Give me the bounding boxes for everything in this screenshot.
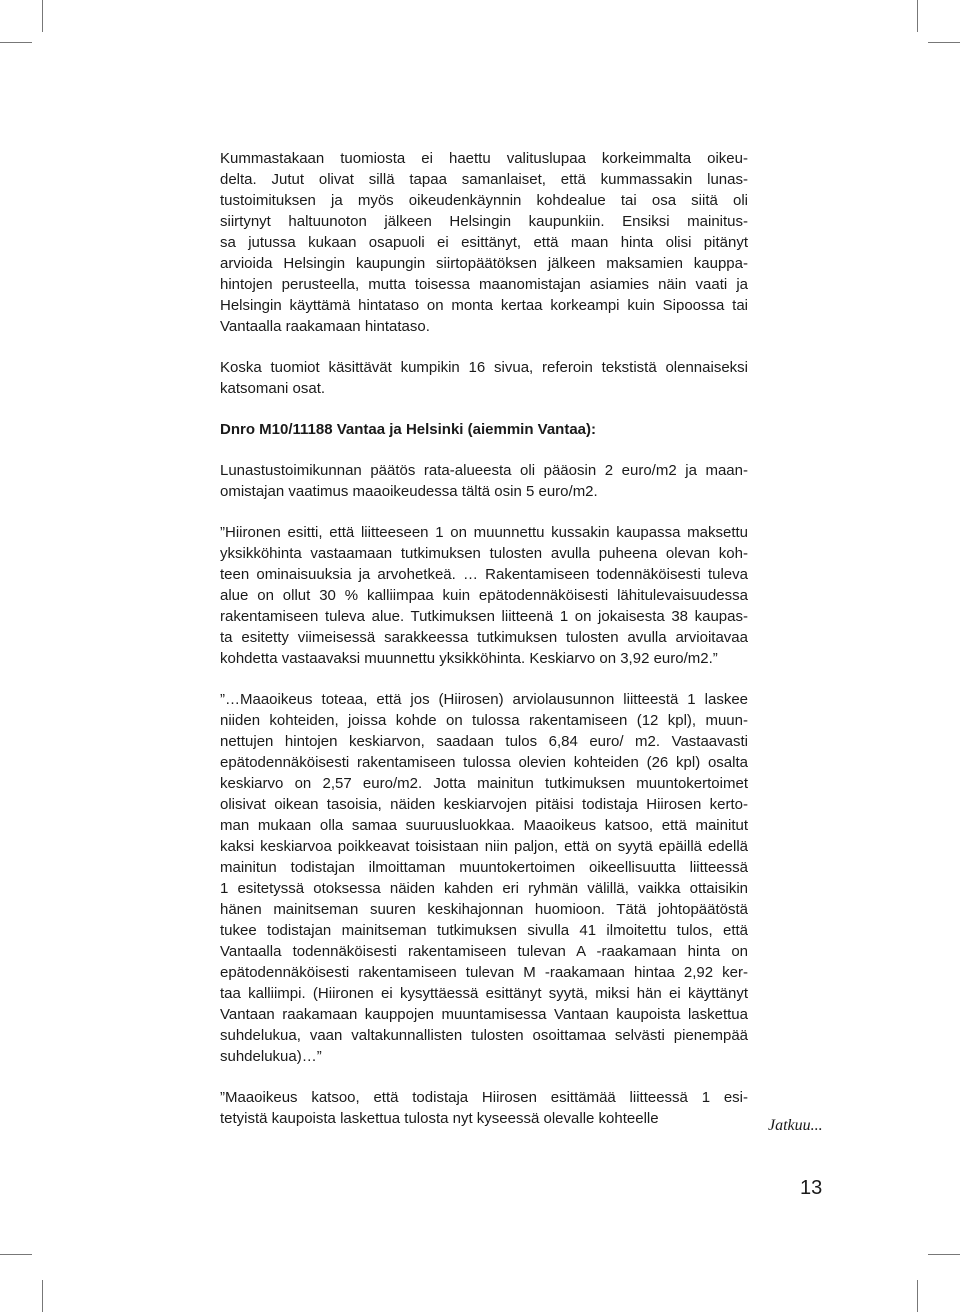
text-line: ”Maaoikeus katsoo, että todistaja Hiirosen esittämää liitteessä 1 esi- bbox=[220, 1089, 748, 1106]
text-line: niiden kohteiden, joissa kohde on tulossa rakentamiseen (12 kpl), muun- bbox=[220, 712, 748, 729]
text-line: teen ominaisuuksia ja arvohetkeä. … Rakentamiseen todennäköisesti tuleva bbox=[220, 566, 748, 583]
text-line: katsomani osat. bbox=[220, 380, 326, 397]
crop-mark bbox=[928, 1254, 960, 1255]
crop-mark bbox=[42, 1280, 43, 1312]
text-line: suhdelukua, vaan valtakunnallisten tulosten osoittamaa selvästi pienempää bbox=[220, 1027, 748, 1044]
page-number: 13 bbox=[800, 1177, 823, 1199]
spacer bbox=[220, 440, 748, 460]
crop-mark bbox=[917, 1280, 918, 1312]
text-line: man mukaan olla samaa suuruusluokkaa. Maaoikeus katsoo, että mainitut bbox=[220, 817, 748, 834]
text-line: suhdelukua)…” bbox=[220, 1048, 322, 1065]
text-line: epätodennäköisesti rakentamiseen tulevan M -raakamaan hintaa 2,92 ker- bbox=[220, 964, 748, 981]
text-line: Kummastakaan tuomiosta ei haettu valituslupaa korkeimmalta oikeu- bbox=[220, 150, 748, 167]
text-line: sa jutussa kukaan osapuoli ei esittänyt, että maan hinta olisi pitänyt bbox=[220, 234, 748, 251]
text-line: Koska tuomiot käsittävät kumpikin 16 sivua, referoin tekstistä olennaiseksi bbox=[220, 359, 748, 376]
paragraph-lunastus bbox=[220, 460, 748, 502]
continued-label: Jatkuu... bbox=[768, 1117, 823, 1134]
paragraph-koska bbox=[220, 357, 748, 399]
text-line: tukee todistajan mainitseman tutkimuksen sivulla 41 ilmoitettu tulos, että bbox=[220, 922, 748, 939]
text-line: kaksi keskiarvoa poikkeavat toisistaan niin paljon, että on syytä epäillä edellä bbox=[220, 838, 748, 855]
text-line: ta esitetty viimeisessä sarakkeessa tutkimuksen tulosten avulla arvioitavaa bbox=[220, 629, 748, 646]
text-line: arvioida Helsingin kaupungin siirtopäätöksen jälkeen maksamien kauppa- bbox=[220, 255, 748, 272]
text-line: ”Hiironen esitti, että liitteeseen 1 on muunnettu kussakin kaupassa maksettu bbox=[220, 524, 748, 541]
text-line: delta. Jutut olivat sillä tapaa samanlaiset, että kummassakin lunas- bbox=[220, 171, 748, 188]
paragraph-intro bbox=[220, 148, 748, 337]
text-line: yksikköhinta vastaamaan tutkimuksen tulosten avulla puheena olevan koh- bbox=[220, 545, 748, 562]
crop-mark bbox=[917, 0, 918, 32]
text-line: kohdetta vastaavaksi muunnettu yksikköhinta. Keskiarvo on 3,92 euro/m2.” bbox=[220, 650, 718, 667]
text-line: taa kalliimpi. (Hiironen ei kysyttäessä esittänyt syytä, miksi hän ei käyttänyt bbox=[220, 985, 748, 1002]
page-body bbox=[220, 148, 748, 1129]
text-line: tetyistä kaupoista laskettua tulosta nyt kyseessä olevalle kohteelle bbox=[220, 1110, 659, 1127]
crop-mark bbox=[42, 0, 43, 32]
text-line: alue on ollut 30 % kalliimpaa kuin epätodennäköisesti lähitulevaisuudessa bbox=[220, 587, 748, 604]
crop-mark bbox=[928, 42, 960, 43]
text-line: omistajan vaatimus maaoikeudessa tältä osin 5 euro/m2. bbox=[220, 483, 598, 500]
crop-mark bbox=[0, 1254, 32, 1255]
text-line: ”…Maaoikeus toteaa, että jos (Hiirosen) arviolausunnon liitteestä 1 laskee bbox=[220, 691, 748, 708]
text-line: 1 esitetyssä otoksessa näiden kahden eri ryhmän välillä, vaikka ottaisikin bbox=[220, 880, 748, 897]
quote-hiironen bbox=[220, 522, 748, 669]
text-line: Vantaan raakamaan kauppojen muuntamisessa Vantaan kaupoista laskettua bbox=[220, 1006, 748, 1023]
text-line: epätodennäköisesti rakentamiseen tulossa olevien kohteiden (26 kpl) osalta bbox=[220, 754, 748, 771]
text-line: hänen mainitseman suuren keskihajonnan huomioon. Tätä johtopäätöstä bbox=[220, 901, 748, 918]
spacer bbox=[220, 502, 748, 522]
text-line: hintojen perusteella, mutta toisessa maanomistajan asiamies näin vaati ja bbox=[220, 276, 748, 293]
quote-maaoikeus bbox=[220, 689, 748, 1067]
text-line: Lunastustoimikunnan päätös rata-alueesta oli pääosin 2 euro/m2 ja maan- bbox=[220, 462, 748, 479]
section-heading: Dnro M10/11188 Vantaa ja Helsinki (aiemmin Vantaa): bbox=[220, 421, 597, 438]
spacer bbox=[220, 399, 748, 419]
crop-mark bbox=[0, 42, 32, 43]
text-line: Vantaalla todennäköisesti rakentamiseen tulevan A -raakamaan hinta on bbox=[220, 943, 748, 960]
quote-maaoikeus-katsoo bbox=[220, 1087, 748, 1129]
text-line: siirtynyt haltuunoton jälkeen Helsingin kaupunkiin. Ensiksi mainitus- bbox=[220, 213, 748, 230]
text-line: rakentamiseen tuleva alue. Tutkimuksen liitteenä 1 on jokaisesta 38 kaupas- bbox=[220, 608, 748, 625]
spacer bbox=[220, 1067, 748, 1087]
spacer bbox=[220, 669, 748, 689]
text-line: Helsingin käyttämä hintataso on monta kertaa korkeampi kuin Sipoossa tai bbox=[220, 297, 748, 314]
spacer bbox=[220, 337, 748, 357]
text-line: keskiarvo on 2,57 euro/m2. Jotta mainitun tutkimuksen muuntokertoimet bbox=[220, 775, 748, 792]
text-line: tustoimituksen ja myös oikeudenkäynnin kohdealue tai osa siitä oli bbox=[220, 192, 748, 209]
text-line: olisivat oikean tasoisia, näiden keskiarvojen pitäisi todistaja Hiirosen kerto- bbox=[220, 796, 748, 813]
text-line: mainitun todistajan ilmoittaman muuntokertoimen oikeellisuutta liitteessä bbox=[220, 859, 748, 876]
text-line: Vantaalla raakamaan hintataso. bbox=[220, 318, 430, 335]
text-line: nettujen hintojen keskiarvon, saadaan tulos 6,84 euro/ m2. Vastaavasti bbox=[220, 733, 748, 750]
